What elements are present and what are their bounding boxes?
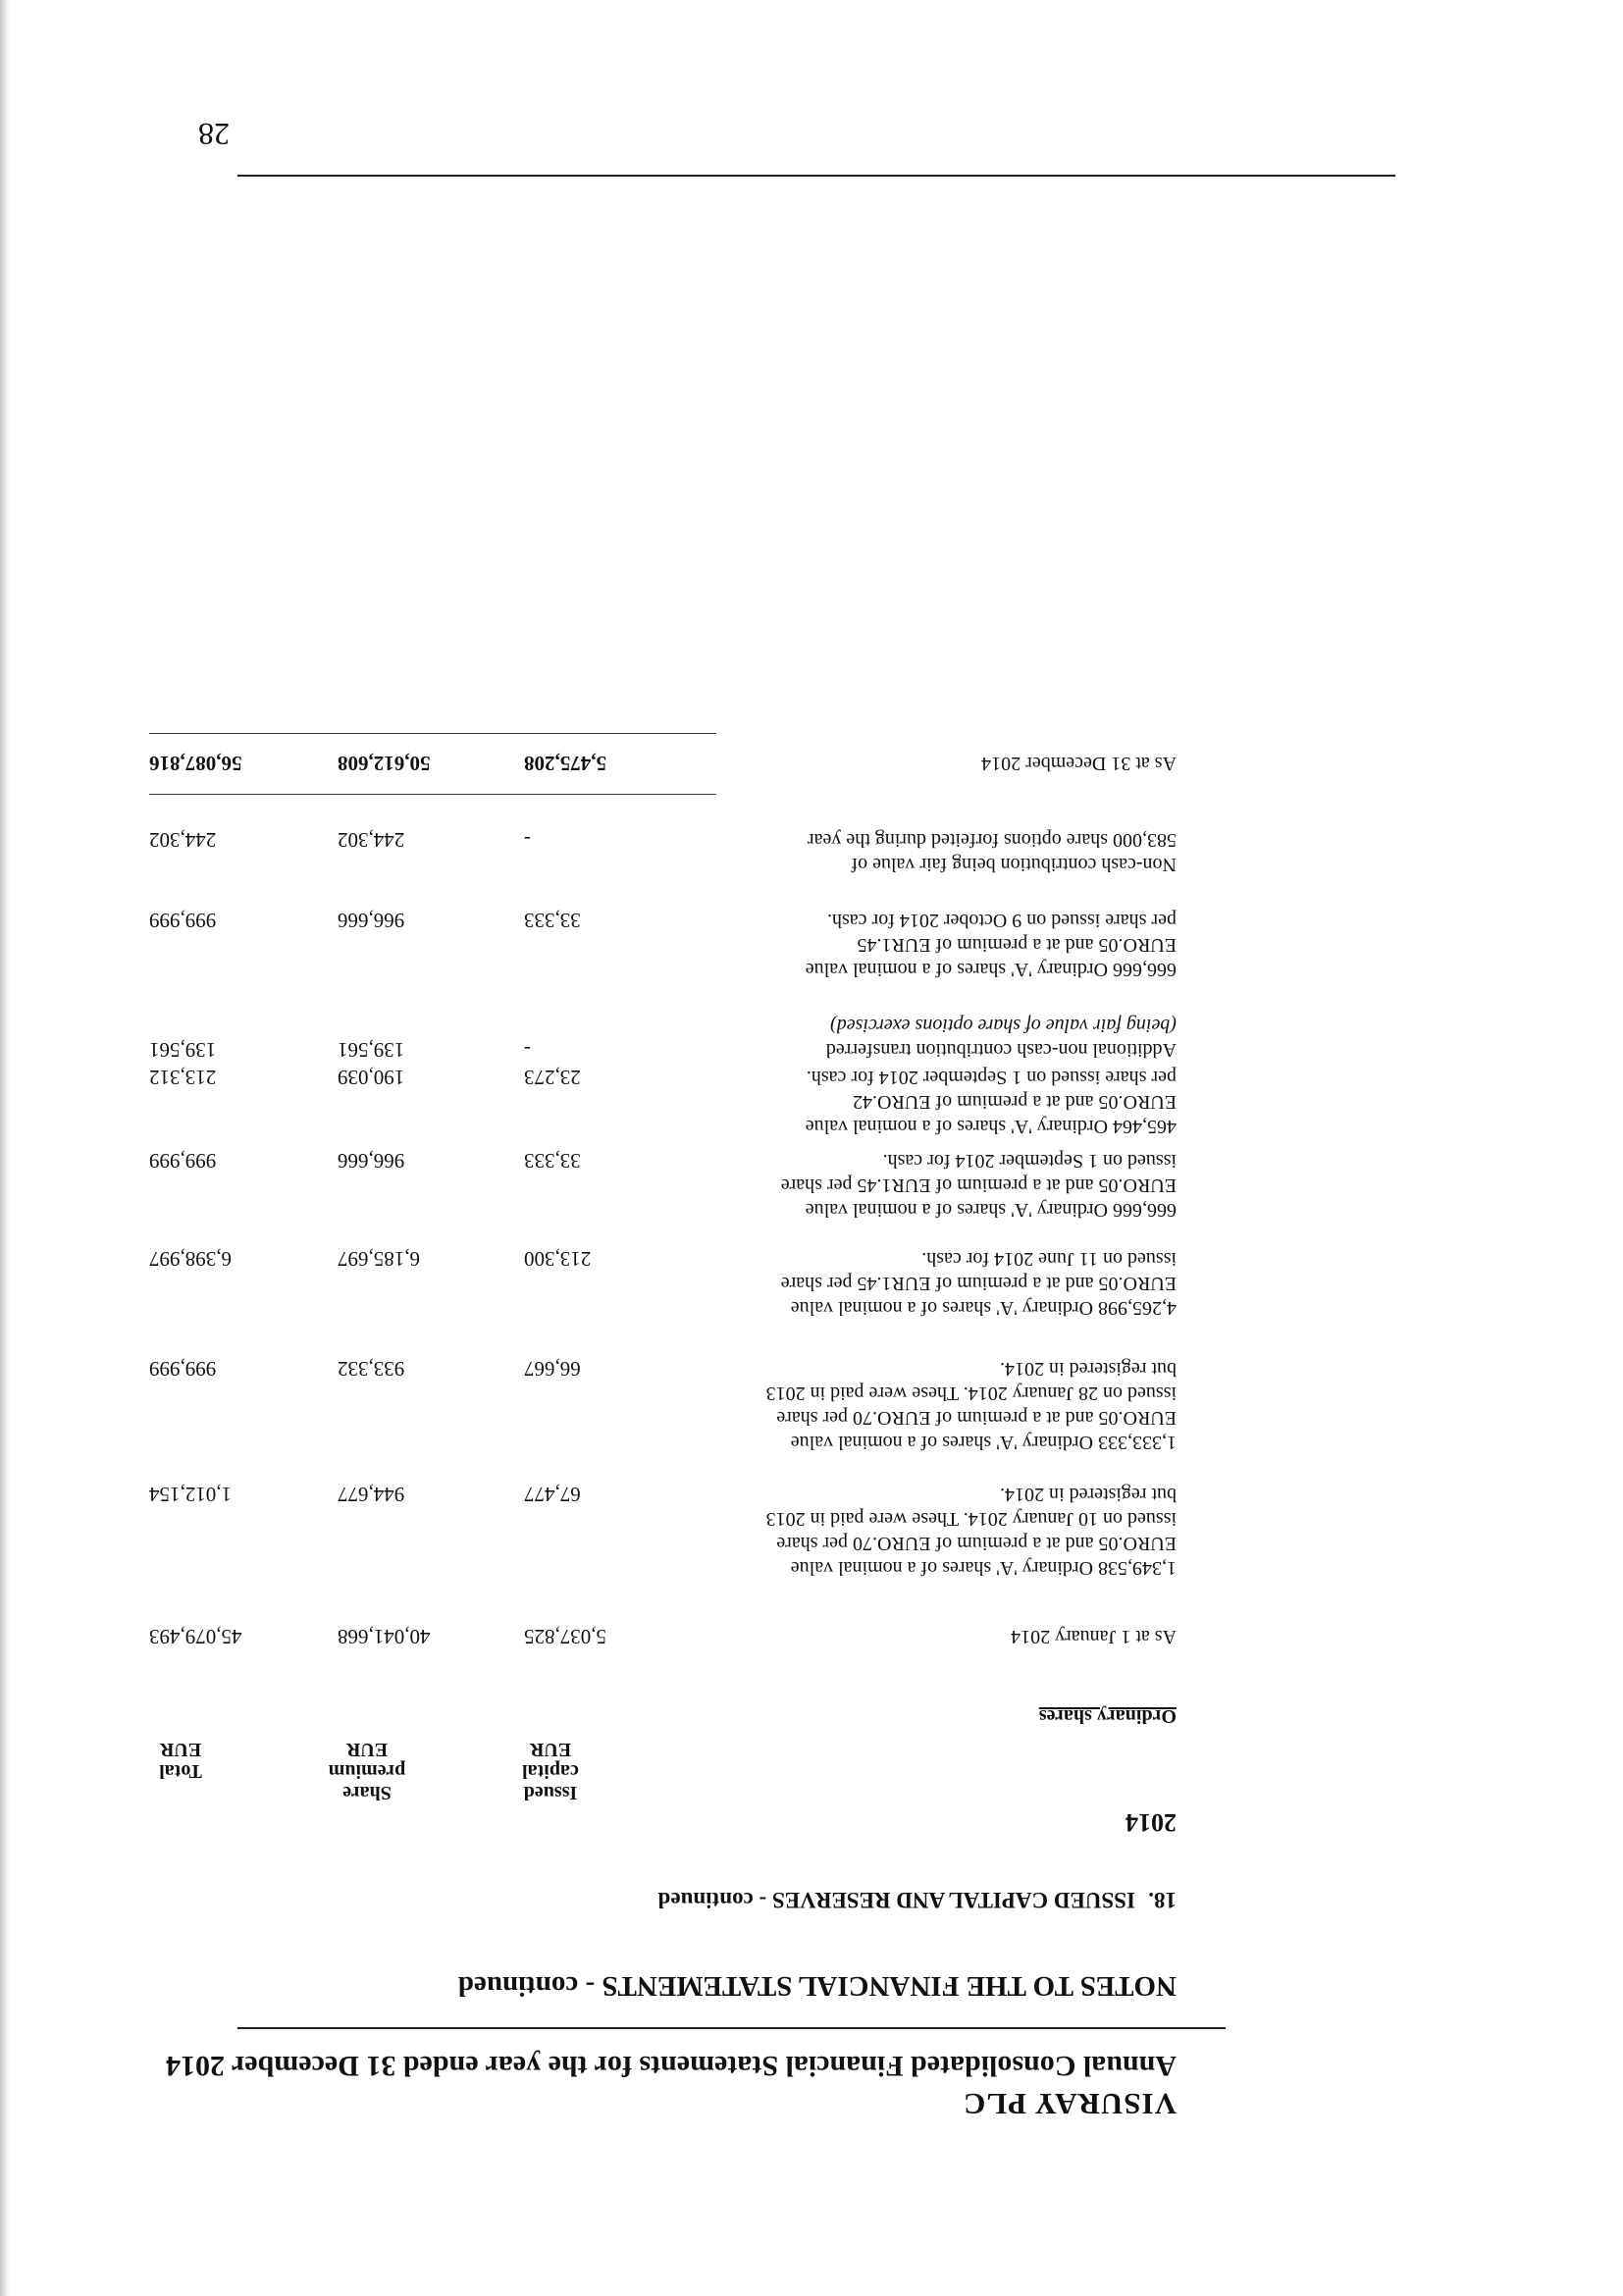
col-header-issued-capital <box>497 1739 604 1803</box>
row-label-line: EURO.05 and at a premium of EURO.70 per share <box>776 1407 1177 1429</box>
cell-issued: 5,037,825 <box>524 1625 606 1648</box>
row-label-line: 1,349,538 Ordinary 'A' shares of a nominal value <box>790 1557 1177 1579</box>
section-number: 18. <box>1148 1888 1177 1912</box>
cell-total: 999,999 <box>149 1149 217 1173</box>
cell-issued: - <box>524 1038 531 1062</box>
cell-premium: 933,332 <box>338 1357 405 1381</box>
cell-grand-total: 56,087,816 <box>149 752 242 775</box>
row-label-opening: As at 1 January 2014 <box>1011 1626 1177 1647</box>
row-label <box>691 827 1177 876</box>
row-label-line: issued on 10 January 2014. These were paid in 2013 <box>765 1508 1177 1530</box>
cell-total: 45,079,493 <box>149 1625 242 1648</box>
row-label <box>691 908 1177 981</box>
cell-premium: 40,041,668 <box>338 1625 431 1648</box>
col-header-currency: EUR <box>529 1739 572 1760</box>
row-label-line: issued on 28 January 2014. These were paid in 2013 <box>765 1383 1177 1404</box>
notes-title: NOTES TO THE FINANCIAL STATEMENTS - continued <box>457 1970 1177 2002</box>
row-label-line: EURO.05 and at a premium of EURO.70 per share <box>776 1533 1177 1554</box>
page-number: 28 <box>198 117 230 152</box>
cell-issued: 33,333 <box>524 909 581 932</box>
total-rule-top <box>149 794 716 795</box>
row-label-line: Additional non-cash contribution transferred <box>825 1039 1177 1061</box>
col-header-currency: EUR <box>345 1739 389 1760</box>
scan-edge-shadow <box>0 0 10 2296</box>
row-label-line: EURO.05 and at a premium of EURO.42 <box>853 1091 1177 1113</box>
row-label-line: but registered in 2014. <box>1000 1484 1177 1505</box>
row-label <box>691 1065 1177 1138</box>
cell-issued: 67,477 <box>524 1483 581 1506</box>
year-heading: 2014 <box>1126 1808 1177 1837</box>
row-label-closing: As at 31 December 2014 <box>981 753 1177 774</box>
col-header-currency: EUR <box>159 1739 202 1760</box>
row-label-line: Non-cash contribution being fair value of <box>851 854 1177 875</box>
col-header-line: Total <box>159 1760 202 1782</box>
cell-issued: 66,667 <box>524 1357 581 1381</box>
col-header-line: premium <box>328 1760 406 1782</box>
cell-issued: - <box>524 828 531 852</box>
cell-premium: 6,185,697 <box>338 1247 420 1271</box>
cell-issued: 213,300 <box>524 1247 592 1271</box>
row-label-line: EURO.05 and at a premium of EUR1.45 per share <box>780 1273 1177 1294</box>
col-header-line <box>127 1782 235 1803</box>
header-rule <box>237 2027 1226 2029</box>
row-label-line: per share issued on 9 October 2014 for cash. <box>826 910 1177 931</box>
cell-premium: 944,677 <box>338 1483 405 1506</box>
cell-premium: 966,666 <box>338 909 405 932</box>
row-label <box>691 1482 1177 1580</box>
col-header-total <box>127 1739 235 1803</box>
cell-issued-total: 5,475,208 <box>524 752 606 775</box>
row-label-line: EURO.05 and at a premium of EUR1.45 <box>857 934 1177 956</box>
col-header-line: capital <box>522 1760 579 1782</box>
cell-premium: 190,039 <box>338 1066 405 1089</box>
row-label-line: 583,000 share options forfeited during the year <box>807 829 1177 851</box>
cell-total: 6,398,997 <box>149 1247 232 1271</box>
cell-premium: 244,302 <box>338 828 405 852</box>
cell-total: 244,302 <box>149 828 217 852</box>
company-name: VISURAY PLC <box>963 2087 1177 2121</box>
row-label-line: but registered in 2014. <box>1000 1358 1177 1380</box>
section-title: ISSUED CAPITAL AND RESERVES - continued <box>657 1888 1135 1912</box>
row-label-line: (being fair value of share options exercised) <box>830 1015 1177 1036</box>
row-label <box>691 1356 1177 1454</box>
cell-premium-total: 50,612,608 <box>338 752 431 775</box>
cell-premium: 139,561 <box>338 1038 405 1062</box>
row-label <box>691 1246 1177 1320</box>
report-subtitle: Annual Consolidated Financial Statements for the year ended 31 December 2014 <box>166 2050 1177 2082</box>
cell-issued: 23,273 <box>524 1066 581 1089</box>
row-label-line: 1,333,333 Ordinary 'A' shares of a nominal value <box>790 1432 1177 1453</box>
row-label-line: 666,666 Ordinary 'A' shares of a nominal value <box>805 1199 1177 1221</box>
row-label-line: per share issued on 1 September 2014 for cash. <box>806 1067 1177 1088</box>
col-header-line: Issued <box>523 1782 578 1803</box>
row-label <box>691 1013 1177 1062</box>
row-label-line: EURO.05 and at a premium of EUR1.45 per share <box>780 1174 1177 1196</box>
cell-total: 1,012,154 <box>149 1483 232 1506</box>
col-header-share-premium <box>313 1739 421 1803</box>
total-rule-bottom <box>149 733 716 734</box>
cell-total: 139,561 <box>149 1038 217 1062</box>
row-label <box>691 1148 1177 1222</box>
row-label-line: 666,666 Ordinary 'A' shares of a nominal value <box>805 959 1177 980</box>
footer-rule <box>237 175 1395 177</box>
col-header-line: Share <box>342 1782 392 1803</box>
cell-premium: 966,666 <box>338 1149 405 1173</box>
ordinary-shares-subheading: Ordinary shares <box>1038 1705 1177 1727</box>
cell-total: 999,999 <box>149 909 217 932</box>
row-label-line: 4,265,998 Ordinary 'A' shares of a nominal value <box>790 1297 1177 1319</box>
cell-total: 213,312 <box>149 1066 217 1089</box>
row-label-line: issued on 11 June 2014 for cash. <box>921 1248 1177 1270</box>
cell-issued: 33,333 <box>524 1149 581 1173</box>
row-label-line: issued on 1 September 2014 for cash. <box>882 1150 1177 1172</box>
row-label-line: 465,464 Ordinary 'A' shares of a nominal value <box>805 1116 1177 1137</box>
cell-total: 999,999 <box>149 1357 217 1381</box>
